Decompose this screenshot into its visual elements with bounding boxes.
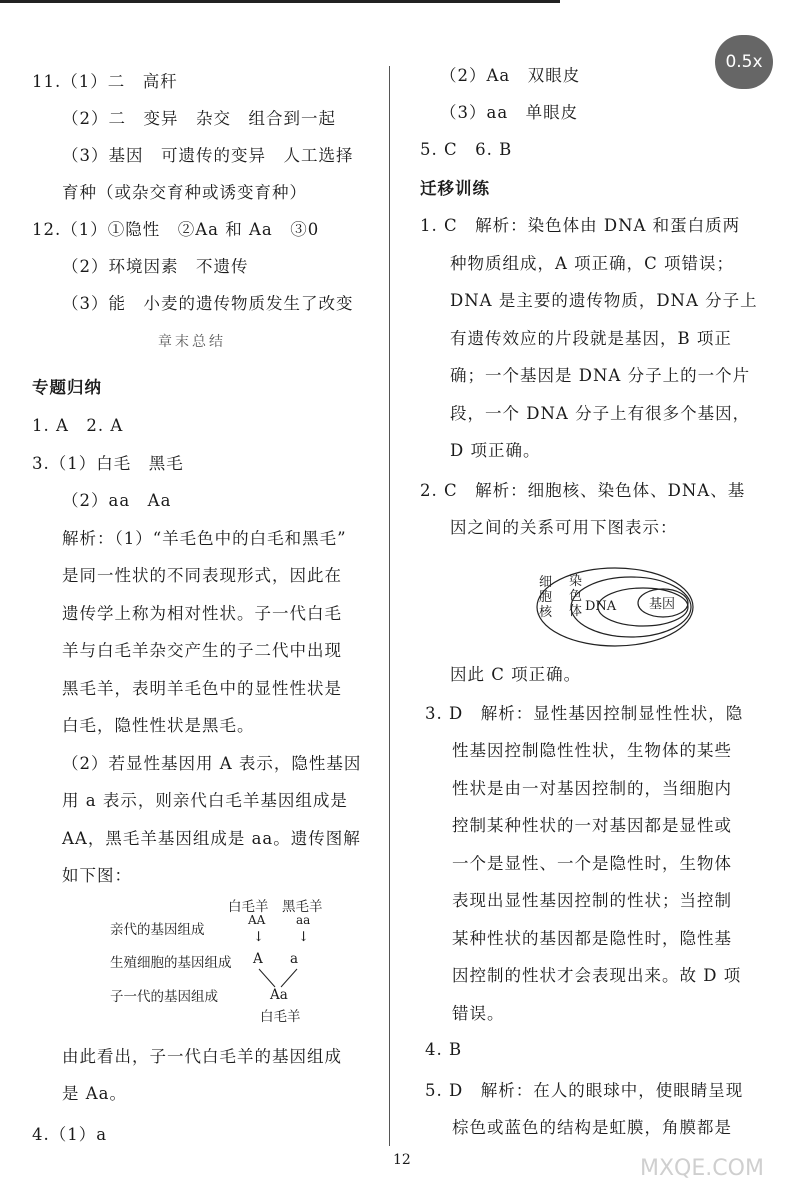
explanation-line: 控制某种性状的一对基因都是显性或 (452, 816, 732, 835)
offspring-genotype: Aa (270, 987, 288, 1003)
explanation-line: 用 a 表示，则亲代白毛羊基因组成是 (62, 791, 348, 810)
explanation-line: 因控制的性状才会表现出来。故 D 项 (452, 966, 742, 985)
explanation-line: 5. D 解析：在人的眼球中，使眼睛呈现 (425, 1081, 744, 1100)
explanation-line: 1. C 解析：染色体由 DNA 和蛋白质两 (420, 216, 741, 235)
parent-black-label: 黑毛羊 (282, 899, 323, 915)
gene-label: 基因 (649, 597, 676, 612)
offspring-phenotype: 白毛羊 (260, 1009, 301, 1025)
explanation-line: 白毛，隐性性状是黑毛。 (62, 716, 255, 735)
genetic-cross-diagram (110, 893, 350, 1023)
row-label: 亲代的基因组成 (110, 922, 205, 938)
answer-line: 11.（1）二 高秆 (32, 72, 178, 91)
explanation-line: 棕色或蓝色的结构是虹膜，角膜都是 (452, 1118, 732, 1137)
parent-genotype: AA (248, 913, 266, 927)
answer-line: 育种（或杂交育种或诱变育种） (62, 183, 307, 202)
gamete-genotype: A (253, 951, 263, 967)
explanation-line: DNA 是主要的遗传物质，DNA 分子上 (450, 291, 758, 310)
explanation-line: 如下图： (62, 866, 132, 885)
top-rule (0, 0, 560, 3)
chapter-title: 章末总结 (158, 334, 226, 350)
nucleus-label: 细胞核 (539, 575, 553, 620)
explanation-line: 羊与白毛羊杂交产生的子二代中出现 (62, 641, 342, 660)
arrow-down-icon: ↓ (298, 929, 310, 945)
page-number: 12 (393, 1152, 411, 1168)
explanation-line: 是同一性状的不同表现形式，因此在 (62, 566, 342, 585)
explanation-line: 段，一个 DNA 分子上有很多个基因， (450, 404, 751, 423)
explanation-line: AA，黑毛羊基因组成是 aa。遗传图解 (62, 829, 361, 848)
explanation-line: 确；一个基因是 DNA 分子上的一个片 (450, 366, 751, 385)
explanation-line: 一个是显性、一个是隐性时，生物体 (452, 854, 732, 873)
nested-venn-diagram (535, 566, 695, 648)
answer-line: 5. C 6. B (420, 140, 513, 159)
explanation-line: 因此 C 项正确。 (450, 665, 582, 684)
explanation-line: D 项正确。 (450, 441, 541, 460)
answer-line: 4. B (425, 1040, 463, 1059)
explanation-line: 错误。 (452, 1004, 505, 1023)
column-divider (389, 66, 390, 1146)
arrow-down-icon: ↓ (253, 929, 265, 945)
answer-line: （3）能 小麦的遗传物质发生了改变 (62, 294, 354, 313)
zoom-level-badge[interactable]: 0.5x (715, 35, 773, 89)
parent-genotype: aa (296, 913, 311, 927)
section-title: 迁移训练 (420, 179, 490, 198)
explanation-line: 种物质组成，A 项正确，C 项错误； (450, 254, 735, 273)
explanation-line: 由此看出，子一代白毛羊的基因组成 (62, 1047, 342, 1066)
explanation-line: （2）若显性基因用 A 表示，隐性基因 (62, 754, 362, 773)
site-watermark: MXQE.COM (640, 1156, 764, 1181)
explanation-line: 遗传学上称为相对性状。子一代白毛 (62, 604, 342, 623)
explanation-line: 表现出显性基因控制的性状；当控制 (452, 891, 732, 910)
section-title: 专题归纳 (32, 378, 102, 397)
answer-line: （3）基因 可遗传的变异 人工选择 (62, 146, 354, 165)
answer-line: （2）aa Aa (62, 491, 172, 510)
explanation-line: 性基因控制隐性性状，生物体的某些 (452, 741, 732, 760)
explanation-line: 解析：（1）“羊毛色中的白毛和黑毛” (62, 529, 347, 548)
gamete-genotype: a (290, 951, 299, 967)
row-label: 子一代的基因组成 (110, 989, 218, 1005)
answer-line: （2）二 变异 杂交 组合到一起 (62, 109, 336, 128)
explanation-line: 黑毛羊，表明羊毛色中的显性性状是 (62, 679, 342, 698)
answer-line: （2）环境因素 不遗传 (62, 257, 249, 276)
parent-white-label: 白毛羊 (228, 899, 269, 915)
dna-label: DNA (585, 599, 617, 614)
chromosome-label: 染色体 (569, 574, 583, 619)
answer-line: 12.（1）①隐性 ②Aa 和 Aa ③0 (32, 220, 320, 239)
answer-line: （2）Aa 双眼皮 (440, 66, 581, 85)
explanation-line: 因之间的关系可用下图表示： (450, 518, 678, 537)
explanation-line: 是 Aa。 (62, 1084, 127, 1103)
answer-line: （3）aa 单眼皮 (440, 103, 579, 122)
explanation-line: 2. C 解析：细胞核、染色体、DNA、基 (420, 481, 746, 500)
row-label: 生殖细胞的基因组成 (110, 955, 232, 971)
explanation-line: 某种性状的基因都是隐性时，隐性基 (452, 929, 732, 948)
answer-line: 1. A 2. A (32, 416, 124, 435)
explanation-line: 有遗传效应的片段就是基因，B 项正 (450, 329, 732, 348)
answer-line: 3.（1）白毛 黑毛 (32, 454, 184, 473)
explanation-line: 3. D 解析：显性基因控制显性性状，隐 (425, 704, 744, 723)
explanation-line: 性状是由一对基因控制的，当细胞内 (452, 779, 732, 798)
answer-line: 4.（1）a (32, 1125, 108, 1144)
